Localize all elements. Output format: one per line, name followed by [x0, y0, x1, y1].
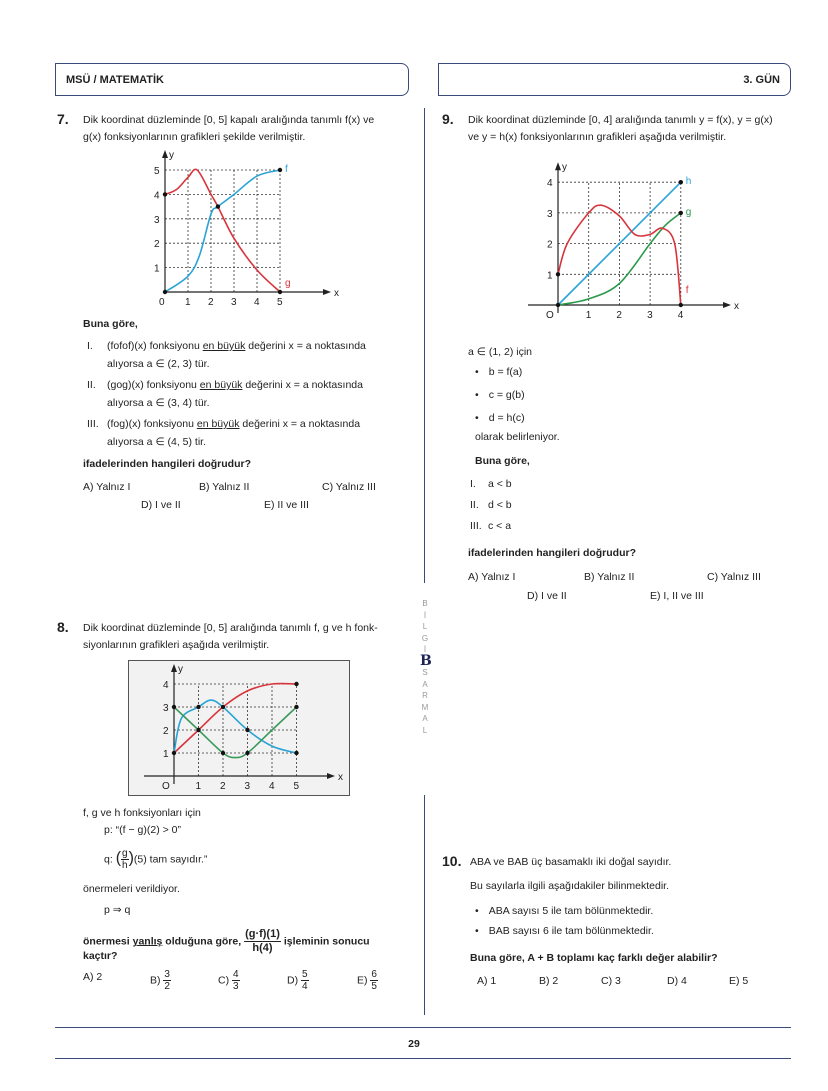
question-text: siyonlarının grafikleri aşağıda verilmiştir.	[83, 639, 270, 651]
statement-cont: alıyorsa a ∈ (2, 3) tür.	[107, 358, 210, 370]
y-tick-label: 1	[547, 270, 553, 282]
option-d[interactable]: D) I ve II	[527, 590, 567, 602]
option-b[interactable]: B) 2	[539, 975, 559, 987]
data-point	[294, 705, 298, 709]
bullet-item: • ABA sayısı 5 ile tam bölünmektedir.	[475, 903, 653, 920]
page-number: 29	[408, 1038, 420, 1050]
question-number: 7.	[57, 111, 69, 127]
data-point	[221, 751, 225, 755]
data-point	[278, 290, 282, 294]
option-a[interactable]: A) 1	[477, 975, 497, 987]
subject-title: MSÜ / MATEMATİK	[66, 74, 164, 86]
x-tick-label: 4	[269, 781, 275, 792]
y-tick-label: 3	[154, 214, 160, 226]
statement-iii: III. c < a	[470, 520, 512, 532]
option-c[interactable]: C) $\frac{4}{3}$	[218, 969, 239, 992]
condition: a ∈ (1, 2) için	[468, 346, 532, 358]
statement: III. (fog)(x) fonksiyonu en büyük değerini x = a noktasında	[87, 418, 361, 430]
question-text: Dik koordinat düzleminde [0, 5] kapalı aralığında tanımlı f(x) ve	[83, 114, 375, 126]
question-prompt-end: kaçtır?	[83, 950, 118, 962]
series-blue-curve	[174, 700, 297, 753]
footer-line	[55, 1027, 791, 1028]
x-axis-arrow	[327, 773, 335, 779]
q8-graph-frame	[128, 660, 350, 796]
option-e[interactable]: E) 5	[729, 975, 749, 987]
implication: p ⇒ q	[104, 904, 131, 916]
header-day	[438, 63, 791, 96]
y-tick-label: 2	[163, 726, 169, 737]
option-a[interactable]: A) Yalnız I	[83, 481, 131, 493]
day-title: 3. GÜN	[743, 74, 780, 86]
x-tick-label: 2	[208, 297, 214, 308]
option-c[interactable]: C) Yalnız III	[707, 571, 761, 583]
x-axis-arrow	[723, 302, 731, 308]
x-axis-label: x	[338, 772, 343, 783]
question-text: Dik koordinat düzleminde [0, 5] aralığında tanımlı f, g ve h fonk-	[83, 622, 378, 634]
y-tick-label: 2	[547, 239, 553, 251]
data-point	[172, 751, 176, 755]
series-f-curve	[165, 170, 280, 292]
option-c[interactable]: C) 3	[601, 975, 621, 987]
y-tick-label: 4	[547, 178, 553, 190]
question-number: 9.	[442, 111, 454, 127]
data-point	[679, 211, 683, 215]
series-f-label: f	[685, 285, 689, 296]
statement-cont: alıyorsa a ∈ (4, 5) tir.	[107, 436, 207, 448]
series-g-label: g	[285, 278, 291, 289]
after-text: olarak belirleniyor.	[475, 431, 560, 443]
data-point	[196, 705, 200, 709]
option-e[interactable]: E) I, II ve III	[650, 590, 704, 602]
option-a[interactable]: A) 2	[83, 971, 103, 983]
question-number: 10.	[442, 853, 462, 869]
x-tick-label: 5	[293, 781, 300, 792]
question-text: Dik koordinat düzleminde [0, 4] aralığında tanımlı y = f(x), y = g(x)	[468, 114, 773, 126]
y-tick-label: 1	[154, 263, 160, 275]
data-point	[245, 751, 249, 755]
x-tick-label: 2	[220, 781, 226, 792]
option-e[interactable]: E) II ve III	[264, 499, 309, 511]
y-tick-label: 2	[154, 239, 160, 251]
series-g-curve	[165, 169, 280, 292]
series-g-label: g	[685, 206, 692, 218]
q8-graph	[129, 661, 349, 795]
x-tick-label: 0	[159, 297, 165, 308]
question-text: Bu sayılarla ilgili aşağıdakiler bilinmektedir.	[470, 880, 670, 892]
header-subject	[55, 63, 409, 96]
data-point	[196, 728, 200, 732]
x-tick-label: 3	[244, 781, 251, 792]
option-d[interactable]: D) $\frac{5}{4}$	[287, 969, 308, 992]
option-d[interactable]: D) I ve II	[141, 499, 181, 511]
x-tick-label: 1	[585, 310, 592, 320]
statement-cont: alıyorsa a ∈ (3, 4) tür.	[107, 397, 210, 409]
question-text: g(x) fonksiyonlarının grafikleri şekilde verilmiştir.	[83, 131, 306, 143]
question-text: ve y = h(x) fonksiyonlarının grafikleri aşağıda verilmiştir.	[468, 131, 727, 143]
option-d[interactable]: D) 4	[667, 975, 687, 987]
data-point	[679, 303, 683, 307]
x-tick-label: 1	[195, 781, 202, 792]
option-a[interactable]: A) Yalnız I	[468, 571, 516, 583]
series-h-label: h	[685, 176, 692, 188]
x-axis-arrow	[323, 289, 331, 295]
y-tick-label: 1	[163, 749, 169, 760]
data-point	[278, 168, 282, 172]
question-text: ABA ve BAB üç basamaklı iki doğal sayıdır.	[470, 856, 672, 868]
data-point	[556, 272, 560, 276]
option-c[interactable]: C) Yalnız III	[322, 481, 376, 493]
option-b[interactable]: B) $\frac{3}{2}$	[150, 969, 170, 992]
data-point	[163, 192, 167, 196]
y-axis-arrow	[555, 162, 561, 170]
option-b[interactable]: B) Yalnız II	[199, 481, 250, 493]
x-tick-label: 3	[647, 310, 653, 320]
data-point	[679, 180, 683, 184]
data-point	[245, 728, 249, 732]
bullet-item: • b = f(a)	[475, 364, 522, 381]
statement-i: I. a < b	[470, 478, 512, 490]
q9-graph	[520, 150, 760, 320]
statement: I. (fofof)(x) fonksiyonu en büyük değerini x = a noktasında	[87, 340, 366, 352]
y-tick-label: 3	[163, 703, 169, 714]
x-tick-label: 4	[254, 297, 260, 308]
y-axis-label: y	[169, 150, 174, 161]
question-prompt: önermesi yanlış olduğuna göre, $\frac{(g\cdot f)(1)}{h(4)}$ işleminin sonucu	[83, 928, 370, 954]
x-axis-label: x	[334, 288, 339, 299]
y-axis-arrow	[171, 664, 177, 672]
y-axis-label: y	[178, 664, 183, 675]
intro: f, g ve h fonksiyonları için	[83, 807, 201, 819]
question-prompt: ifadelerinden hangileri doğrudur?	[468, 547, 637, 559]
data-point	[556, 303, 560, 307]
bullet-item: • c = g(b)	[475, 387, 525, 404]
question-prompt: ifadelerinden hangileri doğrudur?	[83, 458, 252, 470]
proposition-p: p: “(f − g)(2) > 0”	[104, 824, 182, 836]
data-point	[294, 682, 298, 686]
series-f-label: f	[285, 164, 288, 175]
given-text: önermeleri verildiyor.	[83, 883, 180, 895]
y-axis-arrow	[162, 150, 168, 158]
statement-ii: II. d < b	[470, 499, 512, 511]
option-b[interactable]: B) Yalnız II	[584, 571, 635, 583]
footer-line	[55, 1058, 791, 1059]
x-tick-label: 2	[616, 310, 622, 320]
data-point	[216, 204, 220, 208]
y-tick-label: 4	[154, 190, 160, 202]
x-axis-label: x	[734, 301, 739, 312]
origin-label: O	[546, 310, 554, 320]
x-tick-label: 5	[277, 297, 283, 308]
column-divider	[424, 108, 425, 583]
q7-graph	[140, 150, 340, 310]
question-number: 8.	[57, 619, 69, 635]
x-tick-label: 3	[231, 297, 237, 308]
data-point	[294, 751, 298, 755]
column-divider	[424, 795, 425, 1015]
origin-label: O	[162, 781, 170, 792]
data-point	[172, 705, 176, 709]
data-point	[163, 290, 167, 294]
y-tick-label: 5	[154, 166, 160, 177]
series-green-curve	[174, 707, 297, 758]
buna-gore: Buna göre,	[83, 318, 138, 330]
question-prompt: Buna göre, A + B toplamı kaç farklı değer alabilir?	[470, 952, 718, 964]
y-tick-label: 4	[163, 680, 169, 691]
statement: II. (gog)(x) fonksiyonu en büyük değerini x = a noktasında	[87, 379, 363, 391]
x-tick-label: 4	[677, 310, 684, 320]
watermark: B İ L G İ B S A R M A L	[420, 599, 432, 735]
bullet-item: • BAB sayısı 6 ile tam bölünmektedir.	[475, 923, 654, 940]
option-e[interactable]: E) $\frac{6}{5}$	[357, 969, 377, 992]
bullet-item: • d = h(c)	[475, 410, 525, 427]
proposition-q: q: ( $\frac{g}{h}$ )(5) tam sayıdır.”	[104, 848, 208, 871]
publisher-logo: B	[420, 652, 432, 669]
x-tick-label: 1	[185, 297, 191, 308]
data-point	[221, 705, 225, 709]
y-tick-label: 3	[547, 208, 553, 220]
y-axis-label: y	[562, 162, 567, 174]
buna-gore: Buna göre,	[475, 455, 530, 467]
